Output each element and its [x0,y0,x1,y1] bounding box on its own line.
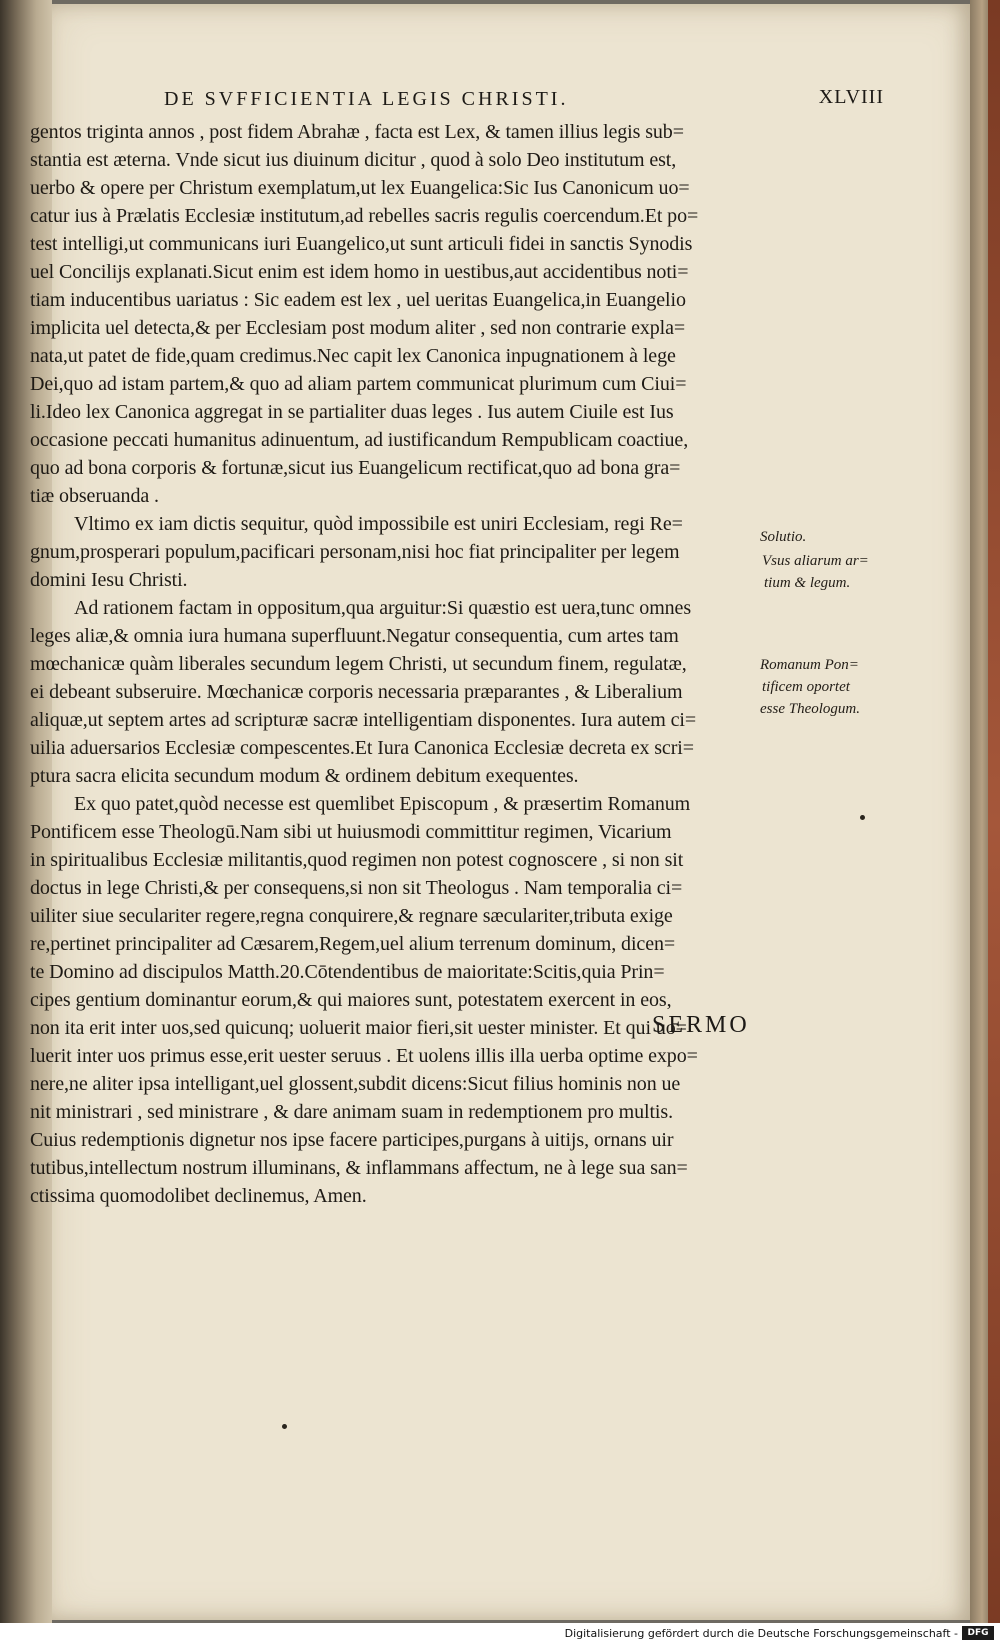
page-header [164,88,894,118]
marginal-note-usus-line-1: Vsus aliarum ar= [762,553,869,569]
text-line: uilia aduersarios Ecclesiæ compescentes.Et Iura Canonica Ecclesiæ decreta ex scri= [30,737,694,759]
text-line: domini Iesu Christi. [30,569,188,591]
folio-number: XLVIII [818,86,884,108]
marginal-note-solutio: Solutio. [760,529,807,545]
ink-speck [282,1424,287,1429]
marginal-note-romanum-line-2: tificem oportet [762,679,850,695]
text-line: re,pertinet principaliter ad Cæsarem,Regem,uel alium terrenum dominum, dicen= [30,933,676,955]
text-line: tiam inducentibus uariatus : Sic eadem est lex , uel ueritas Euangelica,in Euangelio [30,289,686,311]
text-line: uiliter siue seculariter regere,regna conquirere,& regnare sæculariter,tributa exige [30,905,673,927]
dfg-logo: DFG [962,1626,994,1640]
text-line: gentos triginta annos , post fidem Abrahæ , facta est Lex, & tamen illius legis sub= [30,121,684,143]
digitization-footer [0,1623,1000,1645]
text-line: Dei,quo ad istam partem,& quo ad aliam partem communicat plurimum cum Ciui= [30,373,687,395]
text-line: Pontificem esse Theologū.Nam sibi ut huiusmodi committitur regimen, Vicarium [30,821,672,843]
text-line: Ex quo patet,quòd necesse est quemlibet Episcopum , & præsertim Romanum [74,793,691,815]
text-line: non ita erit inter uos,sed quicunq; uoluerit maior fieri,sit uester minister. Et qui uo= [30,1017,687,1039]
text-line: uel Concilijs explanati.Sicut enim est idem homo in uestibus,aut accidentibus noti= [30,261,689,283]
text-line: luerit inter uos primus esse,erit uester seruus . Et uolens illis illa uerba optime expo= [30,1045,698,1067]
marginal-note-romanum-line-1: Romanum Pon= [760,657,859,673]
text-line: catur ius à Prælatis Ecclesiæ institutum,ad rebelles sacris regulis coercendum.Et po= [30,205,699,227]
text-line: Vltimo ex iam dictis sequitur, quòd impossibile est uniri Ecclesiam, regi Re= [74,513,683,535]
text-line: ctissima quomodolibet declinemus, Amen. [30,1185,367,1207]
catchword: SERMO [652,1012,750,1038]
text-line: mœchanicæ quàm liberales secundum legem Christi, ut secundum finem, regulatæ, [30,653,687,675]
text-line: leges aliæ,& omnia iura humana superfluunt.Negatur consequentia, cum artes tam [30,625,679,647]
text-line: te Domino ad discipulos Matth.20.Cōtendentibus de maioritate:Scitis,quia Prin= [30,961,665,983]
text-line: tiæ obseruanda . [30,485,159,507]
marginal-note-usus-line-2: tium & legum. [764,575,851,591]
text-line: uerbo & opere per Christum exemplatum,ut lex Euangelica:Sic Ius Canonicum uo= [30,177,690,199]
text-line: Ad rationem factam in oppositum,qua arguitur:Si quæstio est uera,tunc omnes [74,597,692,619]
text-line: aliquæ,ut septem artes ad scripturæ sacræ intelligentiam disponentes. Iura autem ci= [30,709,697,731]
text-line: test intelligi,ut communicans iuri Euangelico,ut sunt articuli fidei in sanctis Synodis [30,233,693,255]
text-line: in spiritualibus Ecclesiæ militantis,quod regimen non potest cognoscere , si non sit [30,849,684,871]
main-text-block [30,118,765,1210]
text-line: tutibus,intellectum nostrum illuminans, & inflammans affectum, ne à lege sua san= [30,1157,688,1179]
running-title: DE SVFFICIENTIA LEGIS CHRISTI. [164,88,569,110]
text-line: nata,ut patet de fide,quam credimus.Nec capit lex Canonica inpugnationem à lege [30,345,676,367]
text-line: ptura sacra elicita secundum modum & ordinem debitum exequentes. [30,765,579,787]
text-line: gnum,prosperari populum,pacificari personam,nisi hoc fiat principaliter per legem [30,541,680,563]
text-line: implicita uel detecta,& per Ecclesiam post modum aliter , sed non contrarie expla= [30,317,686,339]
text-line: Cuius redemptionis dignetur nos ipse facere participes,purgans à uitijs, ornans uir [30,1129,674,1151]
book-cover-edge [988,0,1000,1645]
marginal-note-romanum-line-3: esse Theologum. [760,701,860,717]
text-line: doctus in lege Christi,& per consequens,si non sit Theologus . Nam temporalia ci= [30,877,683,899]
ink-speck [860,815,865,820]
text-line: ei debeant subseruire. Mœchanicæ corporis necessaria præparantes , & Liberalium [30,681,683,703]
text-line: nit ministrari , sed ministrare , & dare animam suam in redemptionem pro multis. [30,1101,673,1123]
text-line: stantia est æterna. Vnde sicut ius diuinum dicitur , quod à solo Deo institutum est, [30,149,677,171]
text-line: occasione peccati humanitus adinuentum, ad iustificandum Rempublicam coactiue, [30,429,689,451]
text-line: li.Ideo lex Canonica aggregat in se partialiter duas leges . Ius autem Ciuile est Ius [30,401,674,423]
footer-credit: Digitalisierung gefördert durch die Deutsche Forschungsgemeinschaft - [564,1627,958,1640]
text-line: nere,ne aliter ipsa intelligant,uel glossent,subdit dicens:Sicut filius hominis non ue [30,1073,681,1095]
text-line: cipes gentium dominantur eorum,& qui maiores sunt, potestatem exercent in eos, [30,989,672,1011]
text-line: quo ad bona corporis & fortunæ,sicut ius Euangelicum rectificat,quo ad bona gra= [30,457,681,479]
